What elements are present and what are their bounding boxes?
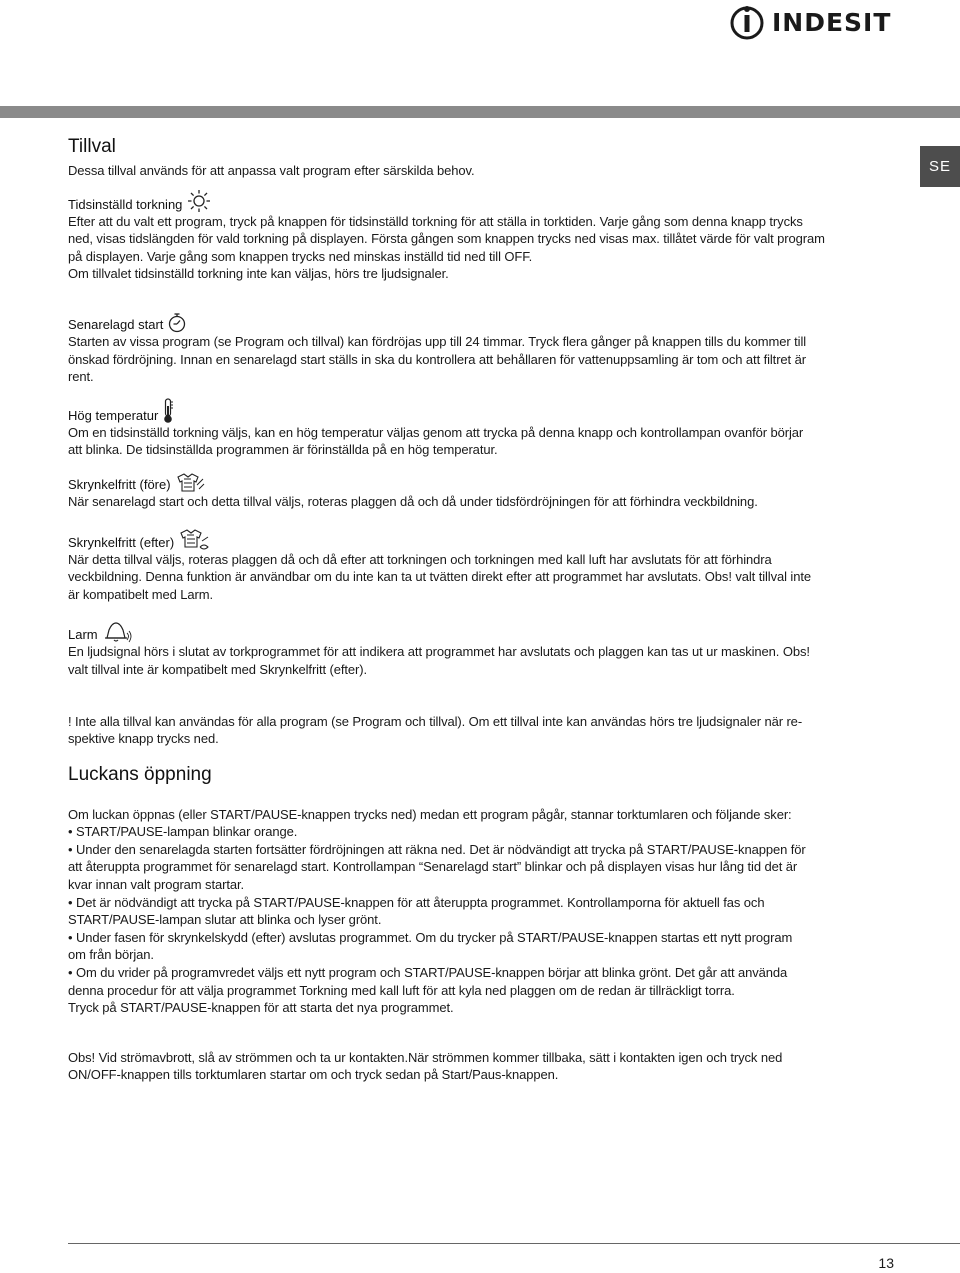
bullet-line: • Under fasen för skrynkelskydd (efter) avslutas programmet. Om du trycker på START/PAUSE-knappen startas ett nytt program xyxy=(68,929,793,945)
option-text-line: När senarelagd start och detta tillval väljs, roteras plaggen då och då under tidsfördröjningen för att förhindra veckbildning. xyxy=(68,493,758,509)
body-line: Tryck på START/PAUSE-knappen för att starta det nya programmet. xyxy=(68,1000,454,1016)
body-line: START/PAUSE-lampan slutar att blinka och lyser grönt. xyxy=(68,912,382,928)
option-label: Tidsinställd torkning xyxy=(68,196,183,212)
section-title-luckans: Luckans öppning xyxy=(68,763,212,785)
body-line: om från början. xyxy=(68,947,154,963)
timer-icon xyxy=(167,313,187,333)
option-anti-crease-before xyxy=(68,473,888,511)
shirt-after-icon xyxy=(178,529,210,551)
option-text-line: Om en tidsinställd torkning väljs, kan en hög temperatur väljas genom att trycka på denna knapp och kontrollampan ovanför börjar xyxy=(68,424,804,440)
body-line: denna procedur för att välja programmet Torkning med kall luft för att kyla ned plaggen om de redan är tillräckligt torra. xyxy=(68,982,735,998)
option-text-line: En ljudsignal hörs i slutat av torkprogrammet för att indikera att programmet har avslutats och plaggen kan tas ut ur maskinen. Obs! xyxy=(68,644,810,660)
section-title-tillval: Tillval xyxy=(68,136,116,157)
language-tab: SE xyxy=(920,146,960,187)
option-text-line: Efter att du valt ett program, tryck på knappen för tidsinställd torkning för att ställa in torktiden. Varje gång som denna knapp trycks xyxy=(68,213,803,229)
option-text-line: ned, visas tidslängden för vald torkning på displayen. Första gången som knappen trycks ned visas max. tillåtet värde för valt program xyxy=(68,231,825,247)
tillval-note xyxy=(68,713,888,748)
option-text-line: rent. xyxy=(68,369,94,385)
option-label: Hög temperatur xyxy=(68,407,159,423)
bell-icon xyxy=(102,621,132,643)
option-label: Skrynkelfritt (efter) xyxy=(68,534,175,550)
note-line: spektive knapp trycks ned. xyxy=(68,731,219,747)
thermometer-icon xyxy=(162,398,174,424)
option-text-line: är kompatibelt med Larm. xyxy=(68,586,213,602)
shirt-before-icon xyxy=(175,473,205,493)
obs-line: ON/OFF-knappen tills torktumlaren startar om och tryck sedan på Start/Paus-knappen. xyxy=(68,1067,559,1083)
option-text-line: Starten av vissa program (se Program och tillval) kan fördröjas upp till 24 timmar. Tryck flera gånger på knappen tills du kommer till xyxy=(68,333,807,349)
option-high-temperature xyxy=(68,398,888,459)
bullet-line: • Under den senarelagda starten fortsätter fördröjningen att räkna ned. Det är nödvändigt att trycka på START/PAUSE-knappen för xyxy=(68,841,806,857)
option-label: Skrynkelfritt (före) xyxy=(68,476,171,492)
body-line: kvar innan valt program startar. xyxy=(68,877,244,893)
option-delayed-start xyxy=(68,313,888,386)
bullet-line: • START/PAUSE-lampan blinkar orange. xyxy=(68,824,298,840)
brand-name: INDESIT xyxy=(772,7,892,37)
brand-logo xyxy=(728,0,891,42)
luckans-body xyxy=(68,806,888,1017)
option-anti-crease-after xyxy=(68,529,888,604)
option-timed-drying xyxy=(68,189,888,283)
option-text-line: att blinka. De tidsinställda programmen är förinställda på en hög temperatur. xyxy=(68,442,498,458)
indesit-i-icon xyxy=(728,2,766,40)
header-bar xyxy=(0,106,960,118)
option-text-line: på displayen. Varje gång som knappen trycks ned minskas inställd tid ned till OFF. xyxy=(68,248,533,264)
power-failure-note xyxy=(68,1049,888,1084)
option-text-line: Om tillvalet tidsinställd torkning inte kan väljas, hörs tre ljudsignaler. xyxy=(68,266,449,282)
body-line: att återuppta programmet för senarelagd start. Kontrollampan “Senarelagd start” blinkar och på displayen visas hur lång tid det är xyxy=(68,859,798,875)
bullet-line: • Det är nödvändigt att trycka på START/PAUSE-knappen för att återuppta programmet. Kontrollamporna för aktuell fas och xyxy=(68,894,765,910)
option-alarm xyxy=(68,621,888,678)
option-text-line: veckbildning. Denna funktion är användbar om du inte kan ta ut tvätten direkt efter att programmet har avslutats. Obs! valt tillval inte xyxy=(68,569,811,585)
bullet-line: • Om du vrider på programvredet väljs ett nytt program och START/PAUSE-knappen börjar att blinka grönt. Det går att använda xyxy=(68,965,788,981)
option-label: Senarelagd start xyxy=(68,316,164,332)
sun-icon xyxy=(186,189,212,213)
body-line: Om luckan öppnas (eller START/PAUSE-knappen trycks ned) medan ett program pågår, stannar torktumlaren och följande sker: xyxy=(68,806,792,822)
tillval-intro: Dessa tillval används för att anpassa valt program efter särskilda behov. xyxy=(68,163,475,178)
option-text-line: önskad fördröjning. Innan en senarelagd start ställs in ska du kontrollera att behållaren för vattenuppsamling är tom och att filtret är xyxy=(68,351,806,367)
option-label: Larm xyxy=(68,627,98,643)
note-line: ! Inte alla tillval kan användas för alla program (se Program och tillval). Om ett tillval inte kan användas hörs tre ljudsignaler när re- xyxy=(68,713,803,729)
footer-divider xyxy=(68,1243,960,1244)
obs-line: Obs! Vid strömavbrott, slå av strömmen och ta ur kontakten.När strömmen kommer tillbaka, sätt i kontakten igen och tryck ned xyxy=(68,1049,783,1065)
page-content xyxy=(68,136,888,1084)
option-text-line: valt tillval inte är kompatibelt med Skrynkelfritt (efter). xyxy=(68,661,367,677)
option-text-line: När detta tillval väljs, roteras plaggen då och då efter att torkningen och torkningen med kall luft har avslutats för att förhindra xyxy=(68,551,772,567)
page-number: 13 xyxy=(878,1255,894,1271)
